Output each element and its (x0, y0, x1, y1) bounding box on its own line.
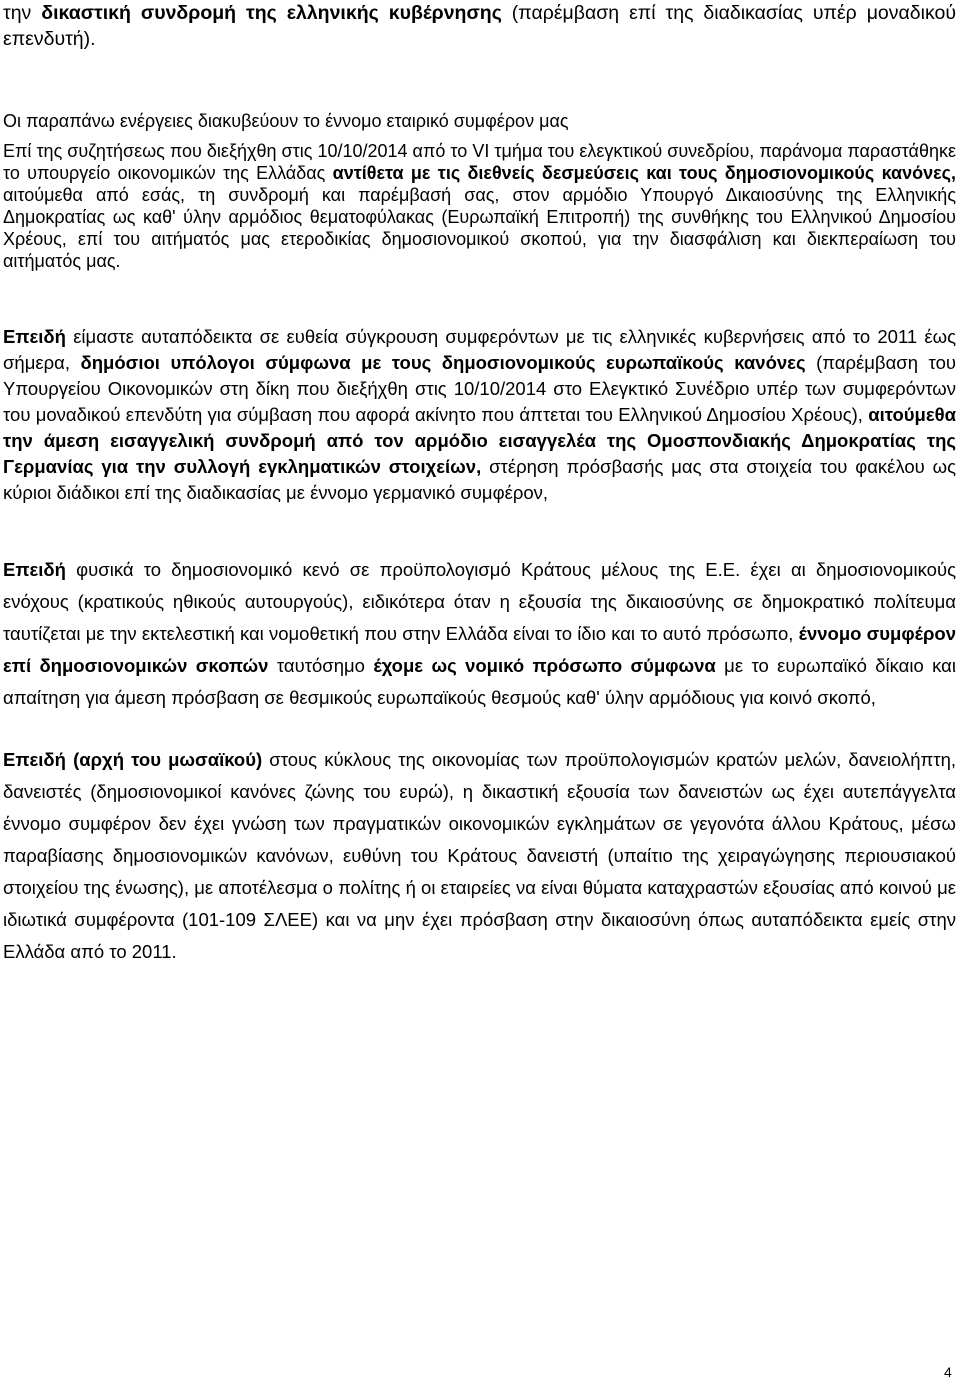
text-run: (παρέμβαση του Υπουργείου Οικονομικών στη δίκη που διεξήχθη στις 10/10/2014 στο Ελεγκτικό Συνέδριο υπέρ των συμφερόντων του μοναδικού επενδύτη για σύμβαση που αφορά ακίνητο που άπτεται του Ελληνικού Δημοσίου Χρέους), (3, 352, 956, 425)
bold-text: Επειδή (3, 559, 66, 580)
text-run: (παρέμβαση επί της διαδικασίας υπέρ μοναδικού επενδυτή). (3, 2, 956, 50)
bold-text: αιτούμεθα την άμεση εισαγγελική συνδρομή από τον αρμόδιο εισαγγελέα της Ομοσπονδιακής Δημοκρατίας της Γερμανίας για την συλλογή εγκληματικών στοιχείων, (3, 404, 956, 477)
text-run: φυσικά το δημοσιονομικό κενό σε προϋπολογισμό Κράτους μέλους της Ε.Ε. έχει αι δημοσιονομικούς ενόχους (κρατικούς ηθικούς αυτουργούς), ειδικότερα όταν η εξουσία της δικαιοσύνης σε δημοκρατικό πολίτευμα ταυτίζεται με την εκτελεστική και νομοθετική που στην Ελλάδα είναι το ίδιο και το αυτό πρόσωπο, (3, 559, 956, 644)
document-page (3, 0, 956, 968)
bold-text: αντίθετα με τις διεθνείς δεσμεύσεις και τους δημοσιονομικούς κανόνες, (332, 163, 956, 183)
text-run: ταυτόσημο (268, 655, 374, 676)
page-number: 4 (944, 1364, 952, 1380)
text-run: είμαστε αυταπόδεικτα σε ευθεία σύγκρουση συμφερόντων με τις ελληνικές κυβερνήσεις από το 2011 έως σήμερα, (3, 326, 956, 373)
text-run: αιτούμεθα από εσάς, τη συνδρομή και παρέμβασή σας, στον αρμόδιο Υπουργό Δικαιοσύνης της Ελληνικής Δημοκρατίας ως καθ' ύλην αρμόδιος θεματοφύλακας (Ευρωπαϊκή Επιτροπή) της συνθήκης του Ελληνικού Δημοσίου Χρέους, επί του αιτήματός μας ετεροδικίας δημοσιονομικού σκοπού, για την διασφάλιση και διεκπεραίωση του αιτήματός μας. (3, 185, 956, 271)
bold-text: έχομε ως νομικό πρόσωπο σύμφωνα (373, 655, 716, 676)
paragraph-intro-continued (3, 0, 956, 52)
paragraph-fiscal-gap (3, 554, 956, 714)
paragraph-conflict (3, 324, 956, 506)
text-run: στους κύκλους της οικονομίας των προϋπολογισμών κρατών μελών, δανειολήπτη, δανειστές (δημοσιονομικοί κανόνες ζώνης του ευρώ), η δικαστική εξουσία των δανειστών ως έχει αυτεπάγγελτα έννομο συμφέρον δεν έχει γνώση των πραγματικών οικονομικών εγκλημάτων σε γεγονότα άλλου Κράτους, μέσω παραβίασης δημοσιονομικών κανόνων, ευθύνη του Κράτους δανειστή (υπαίτιο της χειραγώγησης περιουσιακού στοιχείου της ένωσης), με αποτέλεσμα ο πολίτης ή οι εταιρείες να είναι θύματα καταχραστών εξουσίας από κοινού με ιδιωτικά συμφέροντα (101-109 ΣΛΕΕ) και να μην έχει πρόσβαση στην δικαιοσύνη όπως αυταπόδεικτα εμείς στην Ελλάδα από το 2011. (3, 749, 956, 962)
bold-text: Επειδή (3, 326, 66, 347)
text-run: στέρηση πρόσβασής μας στα στοιχεία του φακέλου ως κύριοι διάδικοι επί της διαδικασίας με έννομο γερμανικό συμφέρον, (3, 456, 957, 503)
text-run: Επί της συζητήσεως που διεξήχθη στις 10/10/2014 από το VI τμήμα του ελεγκτικού συνεδρίου, παράνομα παραστάθηκε το υπουργείο οικονομικών της Ελλάδας (3, 141, 956, 183)
paragraph-hearing (3, 140, 956, 272)
bold-text: Επειδή (αρχή του μωσαϊκού) (3, 749, 263, 770)
text-run: με το ευρωπαϊκό δίκαιο και απαίτηση για άμεση πρόσβαση σε θεσμικούς ευρωπαϊκούς θεσμούς καθ' ύλην αρμόδιους για κοινό σκοπό, (3, 655, 956, 708)
paragraph-stake-statement (3, 110, 956, 132)
text-run: την (3, 2, 42, 24)
text-run: Οι παραπάνω ενέργειες διακυβεύουν το έννομο εταιρικό συμφέρον μας (3, 111, 569, 131)
bold-text: έννομο συμφέρον επί δημοσιονομικών σκοπών (3, 623, 956, 676)
bold-text: δικαστική συνδρομή της ελληνικής κυβέρνησης (41, 2, 502, 24)
bold-text: δημόσιοι υπόλογοι σύμφωνα με τους δημοσιονομικούς ευρωπαϊκούς κανόνες (80, 352, 806, 373)
paragraph-mosaic-principle (3, 744, 956, 968)
